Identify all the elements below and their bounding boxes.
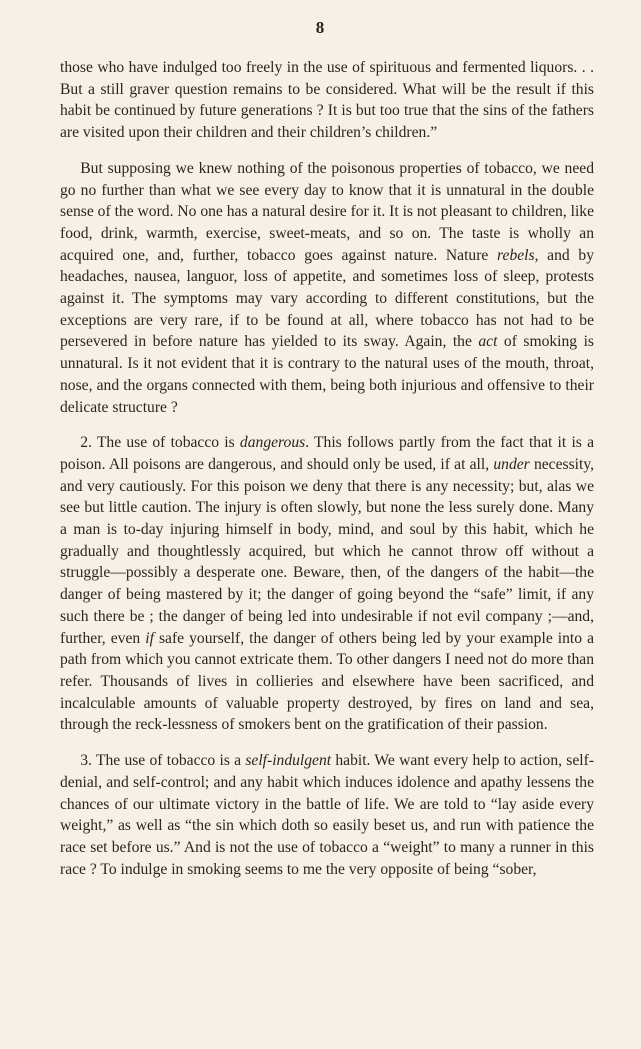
italic-emphasis: rebels: [497, 246, 535, 264]
italic-emphasis: act: [478, 333, 498, 351]
text-run: of smoking is unnatural. Is it not evident that it is contrary to the natural uses of the mouth, throat, nose, and the organs connected with them, being both injurious and offensive to their delicate structure ?: [60, 333, 594, 416]
italic-emphasis: dangerous: [239, 434, 306, 452]
body-text: [60, 57, 594, 880]
paragraph-unnatural: [60, 158, 594, 418]
text-run: safe yourself, the danger of others being led by your example into a path from which you cannot extricate them. To other dangers I need not do more than refer. Thousands of lives in collieries and elsewhere have been sacrificed, and incalculable amounts of valuable property destroyed, by fires on land and sea, through the reck-lessness of smokers bent on the gratification of their passion.: [60, 629, 595, 734]
text-run: But supposing we knew nothing of the poisonous properties of tobacco, we need go no further than what we see every day to know that it is unnatural in the double sense of the word. No one has a natural desire for it. It is not pleasant to children, like food, drink, warmth, exercise, sweet-meats, and so on. The taste is wholly an acquired one, and, further, tobacco goes against nature. Nature: [60, 159, 594, 264]
text-run: , and by headaches, nausea, languor, loss of appetite, and sometimes loss of sleep, protests against it. The symptoms may vary according to different constitutions, but the exceptions are very rare, if to be found at all, where tobacco has not had to be persevered in before nature has yielded to its sway. Again, the: [60, 246, 594, 351]
paragraph-self-indulgent: [60, 750, 594, 880]
page-number: 8: [315, 18, 326, 37]
text-run: 2. The use of tobacco is: [80, 434, 240, 452]
text-run: 3. The use of tobacco is a: [80, 752, 246, 770]
paragraph-dangerous: [60, 432, 594, 736]
text-run: necessity, and very cautiously. For this poison we deny that there is any necessity; but, alas we see but little caution. The injury is often slowly, but none the less surely done. Many a man is to-day injuring himself in body, mind, and soul by this habit, which he gradually and thoughtlessly acquired, but which he cannot throw off without a struggle—possibly a desperate one. Beware, then, of the dangers of the habit—the danger of being mastered by it; the danger of going beyond the “safe” limit, if any such there be ; the danger of being led into undesirable if not evil company ;—and, further, even: [60, 455, 594, 647]
italic-emphasis: self-indulgent: [245, 752, 332, 770]
paragraph-quote-continuation: those who have indulged too freely in the use of spirituous and fermented liquors. . . But a still graver question remains to be considered. What will be the result if this habit be continued by future generations ? It is but too true that the sins of the fathers are visited upon their children and their children’s children.”: [60, 59, 594, 142]
italic-emphasis: if: [145, 629, 154, 647]
italic-emphasis: under: [493, 455, 530, 473]
text-run: . This follows partly from the fact that it is a poison. All poisons are dangerous, and should only be used, if at all,: [60, 434, 594, 473]
text-run: habit. We want every help to action, self-denial, and self-control; and any habit which induces idolence and apathy lessens the chances of our ultimate victory in the battle of life. We are told to “lay aside every weight,” as well as “the sin which doth so easily beset us, and run with patience the race set before us.” And is not the use of tobacco a “weight” to many a runner in this race ? To indulge in smoking seems to me the very opposite of being “sober,: [60, 752, 595, 878]
